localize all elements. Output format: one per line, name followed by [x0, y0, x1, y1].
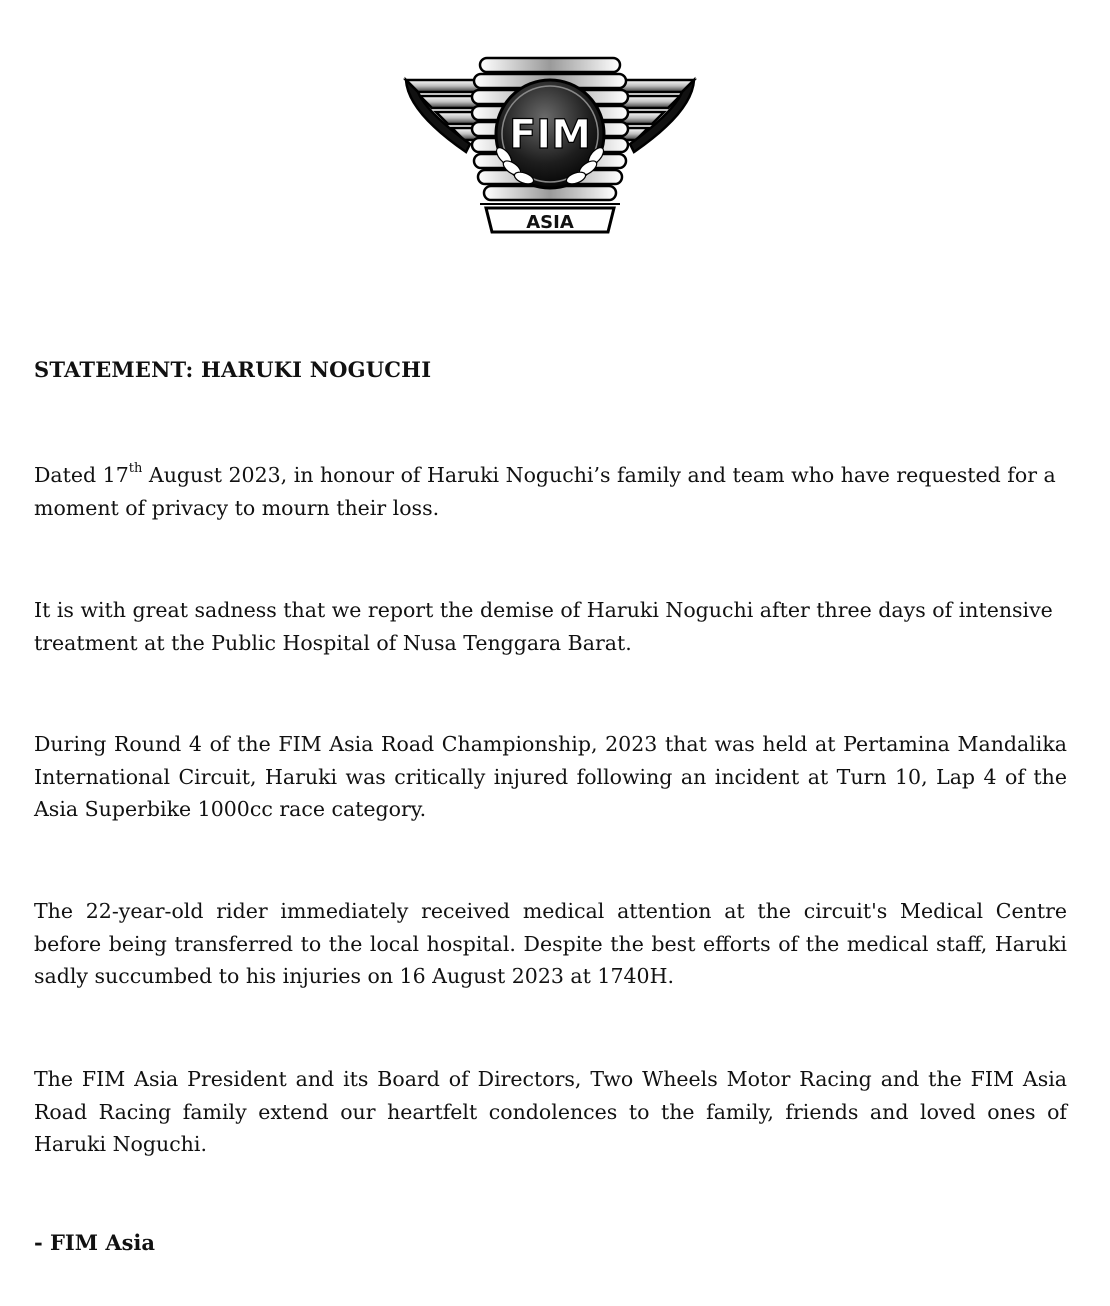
- dated-remainder: August 2023, in honour of Haruki Noguchi’s family and team who have requested for a moment of privacy to mourn their loss.: [34, 463, 1056, 520]
- signature: - FIM Asia: [34, 1230, 156, 1255]
- paragraph-incident: During Round 4 of the FIM Asia Road Championship, 2023 that was held at Pertamina Mandalika International Circuit, Haruki was critically injured following an incident at Turn 10, Lap 4 of the Asia Superbike 1000cc race category.: [34, 732, 1067, 821]
- date-ordinal-suffix: th: [128, 461, 143, 477]
- paragraph-condolences: The FIM Asia President and its Board of Directors, Two Wheels Motor Racing and the FIM Asia Road Racing family extend our heartfelt condolences to the family, friends and loved ones of Haruki Noguchi.: [34, 1067, 1067, 1156]
- paragraph-dated: [34, 459, 1067, 524]
- fim-asia-winged-logo-icon: [400, 52, 700, 238]
- statement-title: STATEMENT: HARUKI NOGUCHI: [34, 357, 432, 382]
- fim-asia-logo: [400, 52, 700, 238]
- paragraph-demise: It is with great sadness that we report the demise of Haruki Noguchi after three days of intensive treatment at the Public Hospital of Nusa Tenggara Barat.: [34, 598, 1053, 655]
- logo-text: FIM: [508, 112, 592, 158]
- paragraph-medical: The 22-year-old rider immediately received medical attention at the circuit's Medical Centre before being transferred to the local hospital. Despite the best efforts of the medical staff, Haruki sadly succumbed to his injuries on 16 August 2023 at 1740H.: [34, 899, 1067, 988]
- date-prefix: Dated 17: [34, 463, 129, 487]
- logo-subtext: ASIA: [526, 212, 574, 233]
